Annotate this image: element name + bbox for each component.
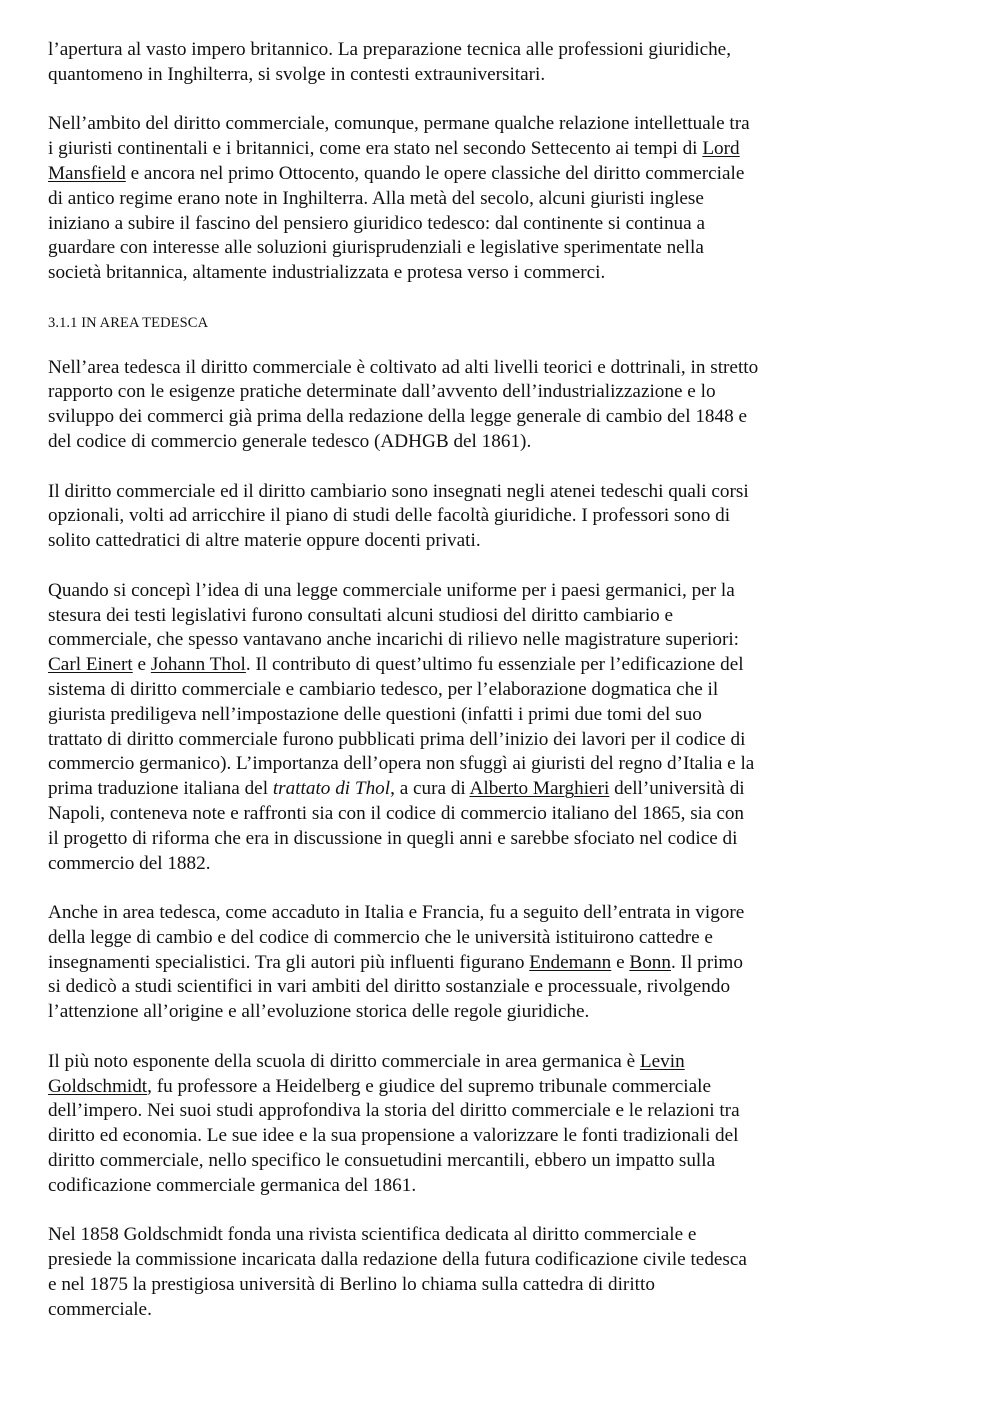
text-line xyxy=(48,728,868,753)
text-run: e ancora nel primo Ottocento, quando le opere classiche del diritto commerciale xyxy=(125,162,745,184)
text-run: insegnamenti specialistici. Tra gli autori più influenti figurano xyxy=(48,951,530,973)
link-alberto-marghieri[interactable]: Alberto Marghieri xyxy=(469,778,610,800)
text-line xyxy=(48,579,868,604)
text-line xyxy=(48,1075,868,1100)
text-line xyxy=(48,63,868,88)
text-run: Anche in area tedesca, come accaduto in Italia e Francia, fu a seguito dell’entrata in vigore xyxy=(48,902,745,924)
text-run: della legge di cambio e del codice di commercio che le università istituirono cattedre e xyxy=(48,926,713,948)
text-run: iniziano a subire il fascino del pensiero giuridico tedesco: dal continente si continua a xyxy=(48,212,705,234)
text-line xyxy=(48,212,868,237)
text-line xyxy=(48,1248,868,1273)
text-run: solito cattedratici di altre materie oppure docenti privati. xyxy=(48,530,481,552)
paragraph xyxy=(48,579,868,877)
text-run: commerciale, che spesso vantavano anche incarichi di rilievo nelle magistrature superiori: xyxy=(48,629,740,651)
text-line xyxy=(48,504,868,529)
text-line xyxy=(48,1174,868,1199)
text-run: e xyxy=(132,654,151,676)
italic-title: trattato di Thol xyxy=(272,778,391,800)
text-run: Nell’area tedesca il diritto commerciale è coltivato ad alti livelli teorici e dottrinali, in stretto xyxy=(48,356,759,378)
text-line xyxy=(48,653,868,678)
link-carl-einert[interactable]: Carl Einert xyxy=(48,654,133,676)
text-run: Napoli, conteneva note e raffronti sia con il codice di commercio italiano del 1865, sia con xyxy=(48,802,745,824)
text-run: commercio del 1882. xyxy=(48,852,211,874)
text-run: sistema di diritto commerciale e cambiario tedesco, per l’elaborazione dogmatica che il xyxy=(48,678,719,700)
link-endemann[interactable]: Endemann xyxy=(529,951,612,973)
text-run: Nel 1858 Goldschmidt fonda una rivista scientifica dedicata al diritto commerciale e xyxy=(48,1224,697,1246)
text-run: Il più noto esponente della scuola di diritto commerciale in area germanica è xyxy=(48,1050,640,1072)
text-line xyxy=(48,1099,868,1124)
section-heading: 3.1.1 IN AREA TEDESCA xyxy=(48,314,209,331)
text-run: stesura dei testi legislativi furono consultati alcuni studiosi del diritto cambiario e xyxy=(48,604,674,626)
text-run: diritto commerciale, nello specifico le consuetudini mercantili, ebbero un impatto sulla xyxy=(48,1150,716,1172)
text-run: . Il contributo di quest’ultimo fu essenziale per l’edificazione del xyxy=(245,654,744,676)
text-run: quantomeno in Inghilterra, si svolge in contesti extrauniversitari. xyxy=(48,63,546,85)
text-run: dell’impero. Nei suoi studi approfondiva la storia del diritto commerciale e le relazioni tra xyxy=(48,1100,740,1122)
text-line xyxy=(48,901,868,926)
text-line xyxy=(48,752,868,777)
document-page xyxy=(48,38,868,1347)
text-line xyxy=(48,1050,868,1075)
text-line xyxy=(48,975,868,1000)
text-run: rapporto con le esigenze pratiche determinate dall’avvento dell’industrializzazione e lo xyxy=(48,381,716,403)
text-line xyxy=(48,678,868,703)
text-line xyxy=(48,137,868,162)
text-run: sviluppo dei commerci già prima della redazione della legge generale di cambio del 1848 e xyxy=(48,406,748,428)
text-run: guardare con interesse alle soluzioni giurisprudenziali e legislative sperimentate nella xyxy=(48,237,704,259)
text-run: i giuristi continentali e i britannici, come era stato nel secondo Settecento ai tempi di xyxy=(48,138,703,160)
text-line xyxy=(48,529,868,554)
text-line xyxy=(48,852,868,877)
text-line xyxy=(48,480,868,505)
text-run: e nel 1875 la prestigiosa università di Berlino lo chiama sulla cattedra di diritto xyxy=(48,1274,655,1296)
text-line xyxy=(48,380,868,405)
text-line xyxy=(48,1298,868,1323)
text-line xyxy=(48,703,868,728)
text-line xyxy=(48,628,868,653)
text-line xyxy=(48,802,868,827)
paragraph xyxy=(48,1050,868,1199)
text-line xyxy=(48,162,868,187)
text-run: codificazione commerciale germanica del 1861. xyxy=(48,1174,417,1196)
text-line xyxy=(48,1124,868,1149)
link-bonn[interactable]: Bonn xyxy=(629,951,671,973)
text-run: prima traduzione italiana del xyxy=(48,778,273,800)
text-run: Quando si concepì l’idea di una legge commerciale uniforme per i paesi germanici, per la xyxy=(48,579,735,601)
text-run: diritto ed economia. Le sue idee e la sua propensione a valorizzare le fonti tradizionali del xyxy=(48,1125,739,1147)
paragraph xyxy=(48,38,868,88)
link-johann-thol[interactable]: Johann Thol xyxy=(150,654,246,676)
text-run: l’attenzione all’origine e all’evoluzione storica delle regole giuridiche. xyxy=(48,1001,590,1023)
text-line xyxy=(48,1149,868,1174)
link-mansfield[interactable]: Mansfield xyxy=(48,162,126,184)
area-tedesca-section xyxy=(48,356,868,1323)
text-run: e xyxy=(611,951,630,973)
paragraph xyxy=(48,480,868,554)
text-line xyxy=(48,356,868,381)
text-run: trattato di diritto commerciale furono pubblicati prima dell’inizio dei lavori per il codice di xyxy=(48,728,746,750)
text-line xyxy=(48,1273,868,1298)
text-run: , fu professore a Heidelberg e giudice del supremo tribunale commerciale xyxy=(147,1075,711,1097)
text-line xyxy=(48,604,868,629)
text-line xyxy=(48,827,868,852)
link-levin[interactable]: Levin xyxy=(639,1050,685,1072)
text-run: Il diritto commerciale ed il diritto cambiario sono insegnati negli atenei tedeschi quali corsi xyxy=(48,480,749,502)
paragraph xyxy=(48,901,868,1025)
text-line xyxy=(48,430,868,455)
text-run: commerciale. xyxy=(48,1298,152,1320)
text-line xyxy=(48,236,868,261)
text-line xyxy=(48,261,868,286)
text-run: il progetto di riforma che era in discussione in quegli anni e sarebbe sfociato nel codice di xyxy=(48,827,738,849)
paragraph xyxy=(48,1223,868,1322)
text-run: commercio germanico). L’importanza dell’opera non sfuggì ai giuristi del regno d’Italia e la xyxy=(48,753,755,775)
text-run: società britannica, altamente industrializzata e protesa verso i commerci. xyxy=(48,262,606,284)
link-lord[interactable]: Lord xyxy=(702,138,740,160)
text-line xyxy=(48,951,868,976)
text-line xyxy=(48,926,868,951)
text-line xyxy=(48,38,868,63)
text-run: giurista prediligeva nell’impostazione delle questioni (infatti i primi due tomi del suo xyxy=(48,703,702,725)
paragraph xyxy=(48,112,868,286)
text-line xyxy=(48,777,868,802)
text-line xyxy=(48,112,868,137)
text-line xyxy=(48,1223,868,1248)
text-run: opzionali, volti ad arricchire il piano di studi delle facoltà giuridiche. I professori sono di xyxy=(48,505,731,527)
text-line xyxy=(48,405,868,430)
text-line xyxy=(48,1000,868,1025)
text-run: . Il primo xyxy=(671,951,743,973)
text-run: del codice di commercio generale tedesco (ADHGB del 1861). xyxy=(48,430,532,452)
text-run: dell’università di xyxy=(609,778,745,800)
text-run: presiede la commissione incaricata dalla redazione della futura codificazione civile tedesca xyxy=(48,1249,747,1271)
text-run: di antico regime erano note in Inghilterra. Alla metà del secolo, alcuni giuristi inglese xyxy=(48,187,704,209)
paragraph xyxy=(48,356,868,455)
text-run: si dedicò a studi scientifici in vari ambiti del diritto sostanziale e processuale, rivolgendo xyxy=(48,976,731,998)
text-run: l’apertura al vasto impero britannico. La preparazione tecnica alle professioni giuridiche, xyxy=(48,39,731,60)
link-goldschmidt[interactable]: Goldschmidt xyxy=(48,1075,148,1097)
text-line xyxy=(48,187,868,212)
text-run: , a cura di xyxy=(390,778,470,800)
text-run: Nell’ambito del diritto commerciale, comunque, permane qualche relazione intellettuale tra xyxy=(48,113,750,135)
intro-section xyxy=(48,38,868,286)
